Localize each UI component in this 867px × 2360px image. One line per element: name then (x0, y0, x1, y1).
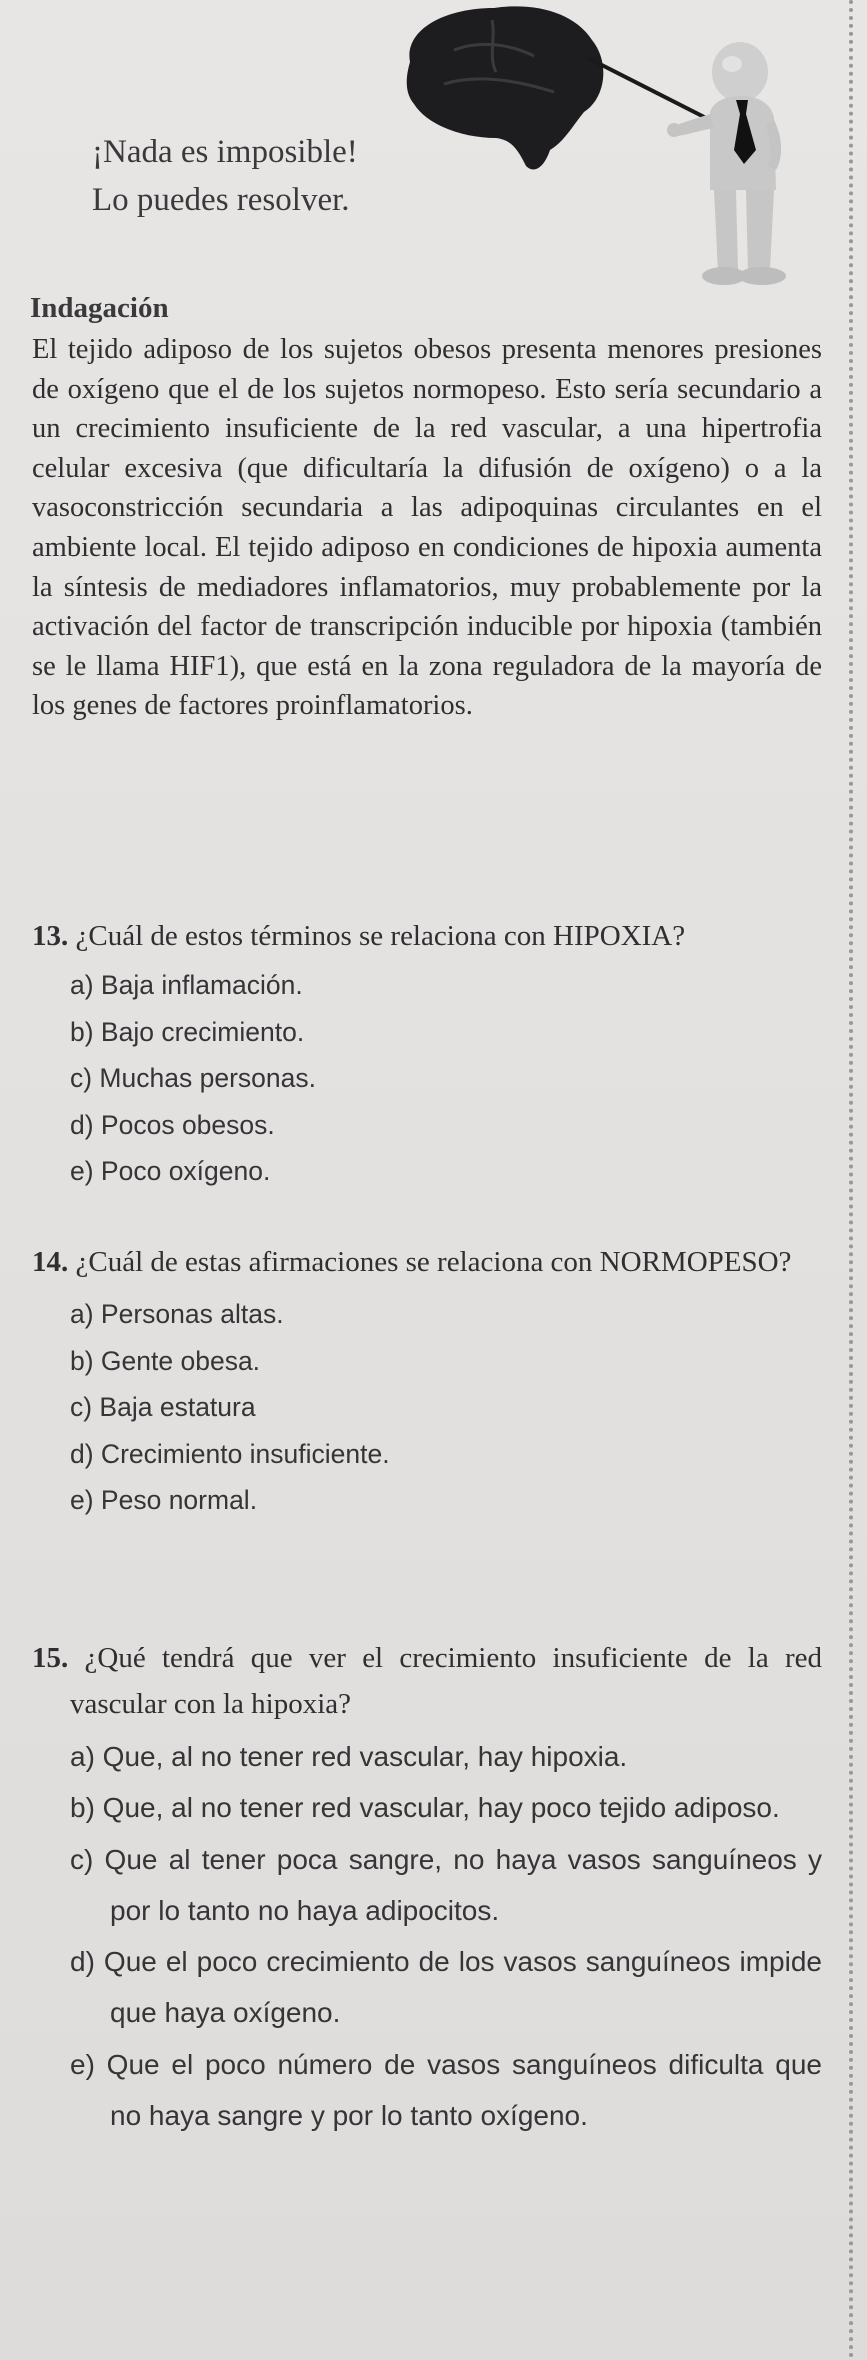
question-15 (32, 1635, 822, 2141)
motto-line-2: Lo puedes resolver. (92, 182, 350, 218)
question-text: ¿Cuál de estas afirmaciones se relaciona con NORMOPESO? (75, 1246, 792, 1278)
person-figure-icon (667, 42, 786, 285)
option-e[interactable]: e) Peso normal. (70, 1485, 258, 1515)
motto-line-1: ¡Nada es imposible! (92, 134, 358, 170)
option-d[interactable]: d) Crecimiento insuficiente. (70, 1438, 390, 1469)
question-text: ¿Cuál de estos términos se relaciona con HIPOXIA? (75, 920, 686, 952)
intro-paragraph: El tejido adiposo de los sujetos obesos presenta menores presiones de oxígeno que el de los sujetos normopeso. Esto sería secundario a un crecimiento insuficiente de la red vascular, a una hipertrofia celular excesiva (que dificultaría la difusión de oxígeno) o a la vasoconstricción secundaria a las adipoquinas circulantes en el ambiente local. El tejido adiposo en condiciones de hipoxia aumenta la síntesis de mediadores inflamatorios, muy probablemente por la activación del factor de transcripción inducible por hipoxia (también se le llama HIF1), que está en la zona reguladora de la mayoría de los genes de factores proinflamatorios. (32, 334, 822, 722)
option-e[interactable]: e) Que el poco número de vasos sanguíneos dificulta que no haya sangre y por lo tanto oxígeno. (70, 2048, 822, 2132)
question-number: 13. (32, 920, 69, 952)
option-c[interactable]: c) Muchas personas. (70, 1063, 316, 1093)
option-d[interactable]: d) Pocos obesos. (70, 1109, 275, 1140)
option-b[interactable]: b) Bajo crecimiento. (70, 1016, 305, 1047)
option-e[interactable]: e) Poco oxígeno. (70, 1156, 271, 1186)
question-stem (32, 916, 822, 957)
option-c[interactable]: c) Baja estatura (70, 1392, 256, 1422)
option-b[interactable]: b) Que, al no tener red vascular, hay poco tejido adiposo. (70, 1792, 780, 1824)
question-number: 15. (32, 1642, 69, 1674)
option-b[interactable]: b) Gente obesa. (70, 1345, 261, 1376)
options-list (32, 1731, 822, 2141)
question-number: 14. (32, 1246, 69, 1278)
pointer-stick (588, 58, 714, 122)
question-stem (32, 1635, 822, 1727)
brain-icon (407, 6, 604, 169)
brain-figure-illustration (384, 0, 824, 290)
options-list (32, 1291, 822, 1524)
section-title: Indagación (30, 292, 169, 324)
question-13 (32, 916, 822, 1195)
option-a[interactable]: a) Que, al no tener red vascular, hay hipoxia. (70, 1741, 628, 1772)
motto (92, 128, 358, 224)
option-a[interactable]: a) Baja inflamación. (70, 970, 303, 1000)
option-a[interactable]: a) Personas altas. (70, 1299, 284, 1329)
header (0, 0, 867, 290)
question-text: ¿Qué tendrá que ver el crecimiento insuficiente de la red vascular con la hipoxia? (70, 1642, 822, 1720)
dotted-margin-rule (849, 0, 853, 2360)
option-c[interactable]: c) Que al tener poca sangre, no haya vasos sanguíneos y por lo tanto no haya adipocitos. (70, 1843, 822, 1926)
question-14 (32, 1238, 822, 1524)
options-list (32, 962, 822, 1195)
option-d[interactable]: d) Que el poco crecimiento de los vasos sanguíneos impide que haya oxígeno. (70, 1946, 822, 2029)
question-stem (32, 1238, 822, 1286)
